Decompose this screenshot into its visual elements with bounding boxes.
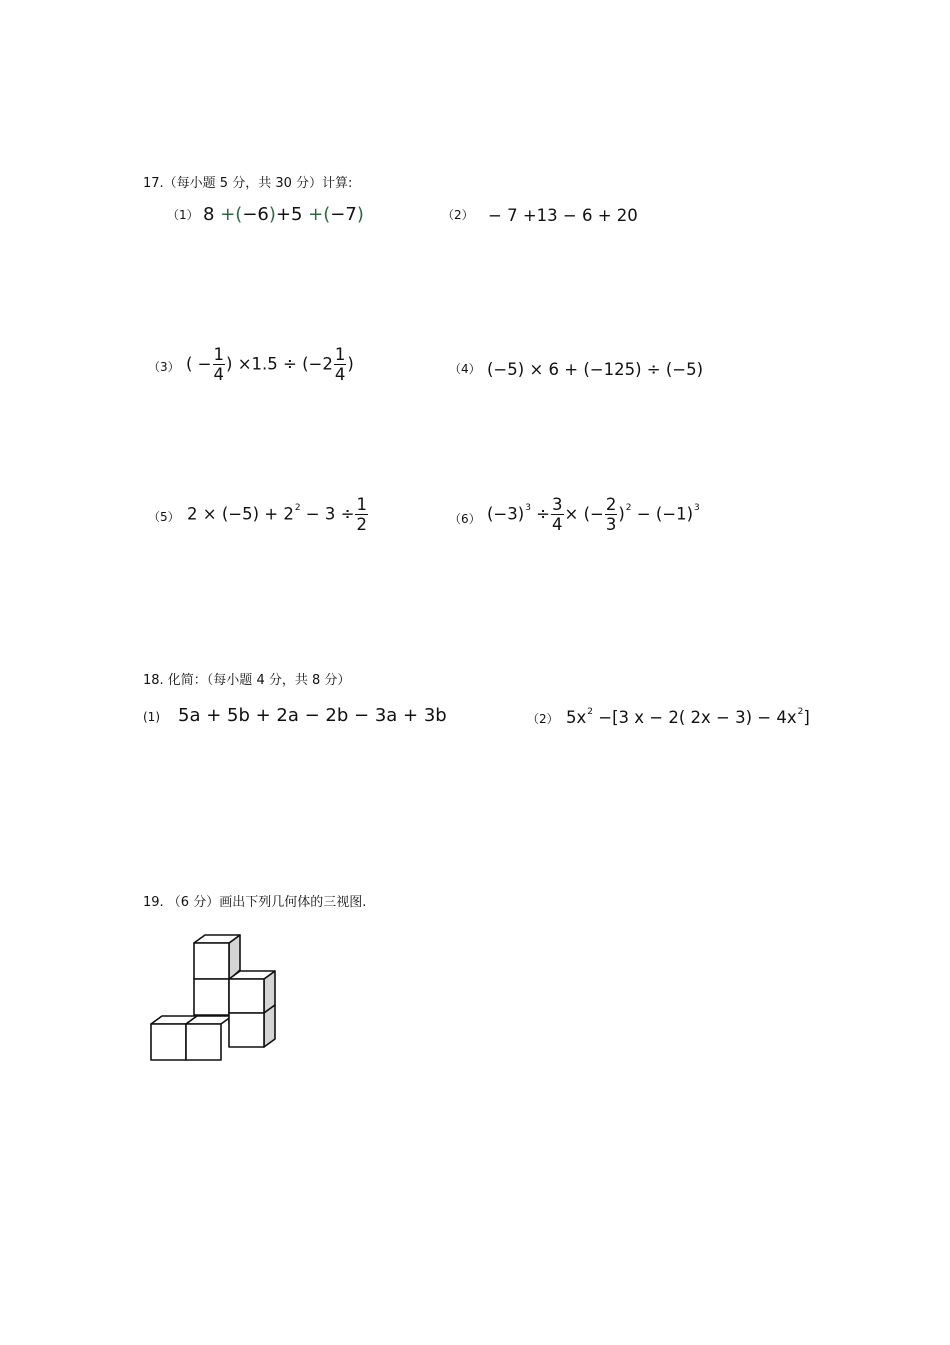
cube-solid-figure <box>148 933 278 1065</box>
q17-2-expression: − 7 +13 − 6 + 20 <box>488 206 638 225</box>
q17-3-expression: ( − $\frac{1}{4}$ ) ×1.5 ÷ (−2 $\frac{1}{4}$ ) <box>186 345 354 385</box>
q19-title: 19. （6 分）画出下列几何体的三视图. <box>143 895 367 910</box>
q17-6-label: （6） <box>449 512 481 526</box>
q17-2-label: （2） <box>442 208 474 222</box>
q17-4-expression: (−5) × 6 + (−125) ÷ (−5) <box>487 360 704 379</box>
q17-1-expression: 8 +(−6)+5 +(−7) <box>203 204 364 225</box>
q18-2-expression: $5x^2 -[3$ x − 2( $2x - 3) - 4x^2$] <box>566 707 810 727</box>
q17-6-expression: $(-3)^3$ ÷ $\frac{3}{4}$ × (− $\frac{2}{3}$ )$^2 - (-1)^3$ <box>487 495 700 535</box>
q18-1-expression: 5a + 5b + 2a − 2b − 3a + 3b <box>178 705 447 726</box>
q17-5-label: （5） <box>148 510 180 524</box>
q17-title: 17.（每小题 5 分，共 30 分）计算: <box>143 176 353 191</box>
q18-2-label: （2） <box>527 712 559 726</box>
q18-1-label: (1) <box>143 710 160 724</box>
q18-title: 18. 化简：（每小题 4 分，共 8 分） <box>143 673 351 688</box>
q17-3-label: （3） <box>148 360 180 374</box>
q17-1-label: （1） <box>167 208 199 222</box>
q17-5-expression: $2 \times (-5) + 2^2 - 3$ ÷ $\frac{1}{2}$ <box>187 495 367 535</box>
q17-4-label: （4） <box>449 362 481 376</box>
